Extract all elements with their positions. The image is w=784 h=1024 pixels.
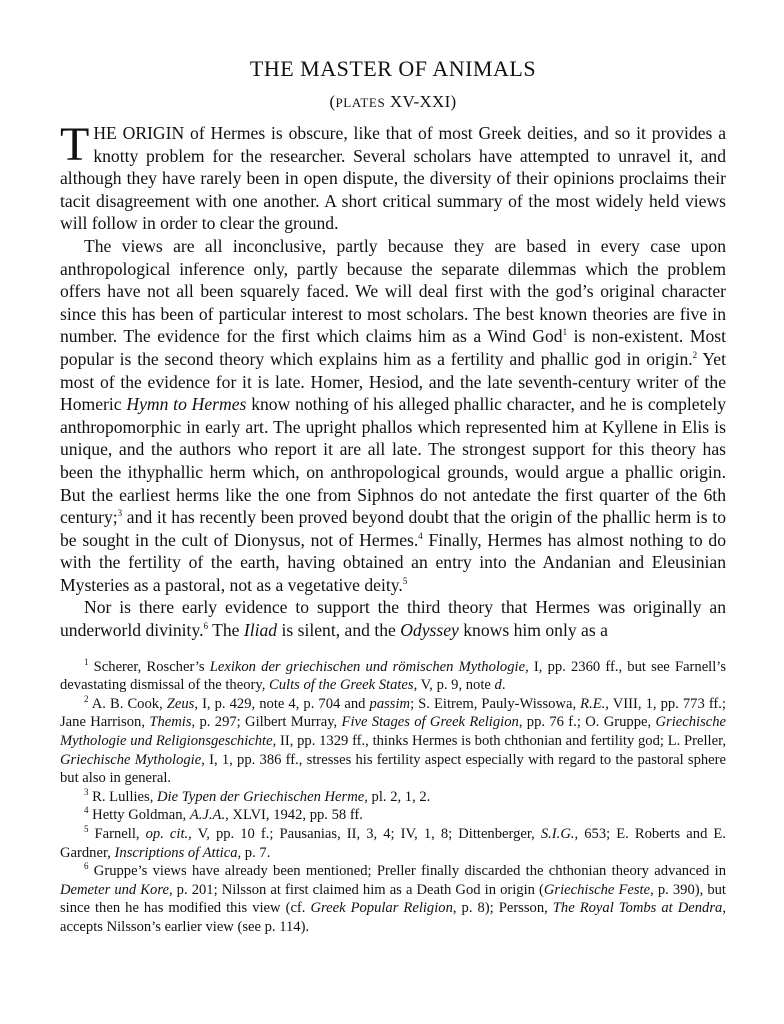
- footnote-text: Scherer, Roscher’s: [88, 658, 210, 675]
- drop-cap: T: [60, 118, 90, 171]
- footnote-4: [60, 806, 726, 825]
- footnote-italic: Lexikon der griechischen und römischen Mythologie: [209, 658, 526, 675]
- plates-subtitle: [60, 92, 726, 112]
- footnote-2: [60, 695, 726, 788]
- footnote-number: 5: [84, 824, 89, 835]
- page: [60, 56, 726, 937]
- footnote-ref-4[interactable]: 4: [418, 530, 423, 541]
- footnote-italic: R.E.: [580, 695, 606, 712]
- footnote-italic: Griechische Mythologie: [60, 751, 202, 768]
- footnote-ref-1[interactable]: 1: [562, 327, 568, 338]
- footnote-3: [60, 788, 726, 807]
- footnote-text: , I, 1, pp. 386 ff., stresses his fertility aspect especially with regard to the pastoral sphere but also in general.: [60, 751, 726, 787]
- footnote-text: , p. 390), but since then he has modified this view (cf.: [60, 881, 726, 917]
- footnote-italic: Cults of the Greek States: [269, 677, 414, 694]
- footnote-text: Farnell,: [88, 826, 146, 842]
- paragraph-3-text-c: is silent, and the: [277, 620, 401, 641]
- paragraph-2-text-f: Finally, Hermes has almost nothing to do with the fertility of the earth, having obtained an entry into the Andanian and Eleusinian Mysteries as a pastoral, not as a vegetative deity.: [60, 529, 726, 595]
- footnote-italic: Greek Popular Religion: [310, 900, 453, 917]
- footnote-text: , pl. 2, 1, 2.: [364, 788, 431, 805]
- hymn-title: Hymn to Hermes: [126, 394, 247, 415]
- footnote-text: A. B. Cook,: [88, 695, 167, 712]
- paragraph-3-text-b: The: [208, 620, 244, 641]
- paragraph-3-text-d: knows him only as a: [458, 620, 608, 641]
- paragraph-2: [60, 235, 726, 597]
- footnote-italic: op. cit.: [145, 826, 189, 842]
- footnote-italic: The Royal Tombs at Dendra: [552, 900, 723, 917]
- footnote-number: 3: [84, 786, 89, 797]
- footnote-italic: Die Typen der Griechischen Herme: [157, 788, 365, 805]
- footnote-6: [60, 862, 726, 936]
- odyssey-title: Odyssey: [400, 620, 459, 641]
- footnote-italic: Demeter und Kore: [60, 881, 169, 898]
- footnote-italic: Griechische Mythologie und Religionsgeschichte: [60, 714, 726, 750]
- footnote-text: , p. 201; Nilsson at first claimed him as a Death God in origin (: [168, 881, 544, 898]
- footnote-text: , V, p. 9, note: [413, 677, 495, 694]
- footnote-1: [60, 658, 726, 695]
- footnote-italic: Themis: [149, 714, 192, 731]
- footnote-text: , II, pp. 1329 ff., thinks Hermes is both chthonian and fertility god; L. Preller,: [272, 733, 726, 750]
- paragraph-2-text-b: is non-existent. Most popular is the second theory which explains him as a fertility and phallic god in origin.: [60, 326, 726, 369]
- footnote-text: ; S. Eitrem, Pauly-Wissowa,: [410, 695, 581, 712]
- subtitle-range: XV-XXI): [385, 92, 457, 111]
- footnote-ref-6[interactable]: 6: [203, 621, 208, 632]
- footnote-text: , XLVI, 1942, pp. 58 ff.: [225, 807, 363, 824]
- footnote-italic: Zeus: [166, 695, 195, 712]
- footnote-ref-2[interactable]: 2: [692, 350, 698, 361]
- footnote-italic: S.I.G.: [540, 826, 575, 842]
- main-text: [60, 118, 727, 642]
- subtitle-plates-word: PLATES: [335, 95, 386, 110]
- footnote-text: , accepts Nilsson’s earlier view (see p. 114).: [60, 900, 726, 935]
- footnote-text: , pp. 76 f.; O. Gruppe,: [518, 714, 656, 731]
- footnote-text: , VIII, 1, pp. 773 ff.; Jane Harrison,: [60, 695, 726, 731]
- footnote-italic: Five Stages of Greek Religion: [341, 714, 519, 731]
- paragraph-2-text-c: Yet most of the evidence for it is late. Homer, Hesiod, and the late seventh-century writer of the Homeric: [60, 348, 726, 415]
- footnote-text: , V, pp. 10 f.; Pausanias, II, 3, 4; IV, 1, 8; Dittenberger,: [188, 826, 541, 842]
- footnote-italic: A.J.A.: [189, 807, 226, 824]
- paragraph-2-text-e: and it has recently been proved beyond doubt that the origin of the phallic herm is to be sought in the cult of Dionysus, not of Hermes.: [60, 507, 726, 550]
- subtitle-paren: (: [329, 92, 336, 111]
- footnote-italic: Griechische Feste: [543, 881, 651, 898]
- footnote-text: .: [501, 677, 506, 694]
- paragraph-1-text: of Hermes is obscure, like that of most Greek deities, and so it provides a knotty problem for the researcher. Several scholars have attempted to unravel it, and although they have rarely been in open dispute, the diversity of their opinions proclaims their tacit disagreement with one another. A short critical summary of the most widely held views will follow in order to clear the ground.: [60, 123, 727, 234]
- footnote-text: , I, p. 429, note 4, p. 704 and: [194, 695, 370, 712]
- paragraph-2-text-d: know nothing of his alleged phallic character, and he is completely anthropomorphic in early art. The upright phallos which represented him at Kyllene in Elis is unique, and the authors who report it are all late. The strongest support for this theory has been the ithyphallic herm which, on anthropological grounds, would argue a phallic origin. But the earliest herms like the one from Siphnos do not antedate the first quarter of the 6th century;: [60, 394, 726, 528]
- footnote-number: 4: [84, 805, 89, 816]
- footnote-ref-5[interactable]: 5: [402, 576, 408, 587]
- paragraph-2-text-a: The views are all inconclusive, partly because they are based in every case upon anthropological inference only, partly because the separate dilemmas which the problem offers have not all been squarely faced. We will deal first with the god’s original character since this has been of particular interest to most scholars. The best known theories are five in number. The evidence for the first which claims him as a Wind God: [60, 235, 726, 347]
- footnote-text: Gruppe’s views have already been mentioned; Preller finally discarded the chthonian theory advanced in: [88, 863, 726, 880]
- footnote-5: [60, 825, 726, 862]
- footnote-italic: passim: [369, 695, 411, 712]
- footnote-text: , p. 297; Gilbert Murray,: [191, 714, 342, 731]
- footnote-italic: d: [494, 677, 502, 694]
- footnote-number: 2: [84, 693, 89, 704]
- paragraph-3-text-a: Nor is there early evidence to support the third theory that Hermes was originally an underworld divinity.: [60, 597, 726, 641]
- footnote-text: R. Lullies,: [88, 788, 158, 805]
- footnote-number: 6: [84, 861, 89, 872]
- footnote-text: , p. 8); Persson,: [452, 900, 553, 917]
- paragraph-3: [60, 596, 726, 641]
- footnote-text: , 653; E. Roberts and E. Gardner,: [60, 826, 726, 861]
- paragraph-1: [60, 118, 727, 235]
- footnote-text: , I, pp. 2360 ff., but see Farnell’s devastating dismissal of the theory,: [60, 658, 727, 694]
- iliad-title: Iliad: [243, 620, 278, 641]
- footnote-text: , p. 7.: [237, 844, 271, 861]
- lead-in: HE ORIGIN: [93, 123, 185, 143]
- footnote-ref-3[interactable]: 3: [117, 508, 123, 519]
- footnote-text: Hetty Goldman,: [88, 807, 190, 824]
- footnotes: [60, 658, 726, 937]
- footnote-number: 1: [84, 656, 89, 667]
- page-title: THE MASTER OF ANIMALS: [249, 56, 537, 81]
- footnote-italic: Inscriptions of Attica: [114, 844, 238, 861]
